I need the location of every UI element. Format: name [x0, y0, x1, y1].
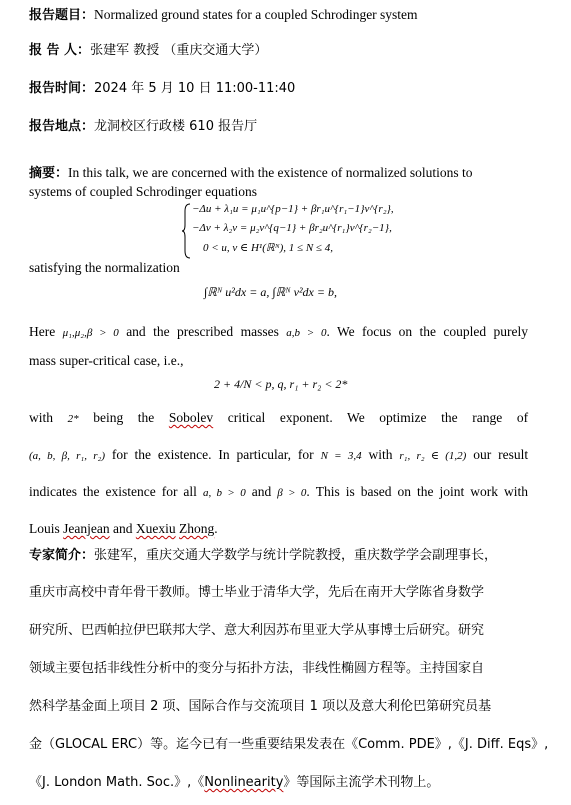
with-word-12: of — [516, 410, 529, 425]
joint-and: and — [113, 521, 133, 536]
bio-line-7 — [29, 775, 439, 791]
here-math-2: a,b > 0 — [286, 327, 327, 339]
range-math-2: N = 3,4 — [320, 450, 362, 462]
with-word-1: with — [29, 410, 54, 425]
indicates-math-1: a, b > 0 — [202, 487, 246, 499]
with-word-3: being — [93, 410, 124, 425]
with-word-11: range — [472, 410, 503, 425]
with-word-7: exponent. — [279, 410, 333, 425]
author-jeanjean: Jeanjean — [63, 521, 110, 536]
range-mid-1: for the existence. In particular, for — [111, 447, 314, 462]
place-label: 报告地点： — [29, 119, 95, 134]
abstract-line-1 — [29, 165, 473, 182]
author-louis: Louis — [29, 521, 60, 536]
bio-nonlinearity: Nonlinearity — [204, 775, 284, 790]
with-word-9: optimize — [379, 410, 427, 425]
bio-label: 专家简介： — [29, 548, 95, 563]
bio-text-3: 研究所、巴西帕拉伊巴联邦大学、意大利因苏布里亚大学从事博士后研究。研究 — [29, 623, 485, 638]
system-equation-1: −Δu + λ₁u = μ₁u^{p−1} + βr₁u^{r₁−1}v^{r₂}, — [192, 203, 394, 215]
indicates-and: and — [251, 484, 272, 499]
time-row — [29, 81, 295, 97]
with-word-10: the — [441, 410, 458, 425]
abstract-text-2: systems of coupled Schrodinger equations — [29, 184, 257, 199]
range-suffix: our result — [473, 447, 529, 462]
with-word-4: the — [137, 410, 155, 425]
indicates-line — [29, 484, 528, 501]
normalization-equation: ∫ℝᴺ u²dx = a, ∫ℝᴺ v²dx = b, — [204, 285, 337, 299]
talk-title-value: Normalized ground states for a coupled Schrodinger system — [94, 7, 418, 22]
condition-equation: 2 + 4/N < p, q, r₁ + r₂ < 2* — [214, 377, 348, 391]
left-brace-icon — [181, 203, 191, 259]
bio-text-7c: 》等国际主流学术刊物上。 — [283, 775, 440, 790]
time-value: 2024 年 5 月 10 日 11:00-11:40 — [94, 81, 296, 96]
talk-title-label: 报告题目： — [29, 8, 95, 23]
range-math-1: (a, b, β, r₁, r₂) — [29, 450, 106, 462]
here-math-1: μ₁,μ₂,β > 0 — [62, 327, 119, 339]
bio-text-5: 然科学基金面上项目 2 项、国际合作与交流项目 1 项以及意大利伦巴第研究员基 — [29, 699, 492, 714]
range-math-3: r₁, r₂ ∈ (1,2) — [399, 450, 467, 462]
here-line — [29, 324, 528, 341]
talk-title-row — [29, 7, 418, 24]
with-word-6: critical — [227, 410, 266, 425]
here-mid: and the prescribed masses — [126, 324, 279, 339]
place-row — [29, 119, 257, 135]
speaker-value: 张建军 教授 （重庆交通大学） — [90, 43, 268, 58]
here-prefix: Here — [29, 324, 56, 339]
bio-line-1 — [29, 548, 497, 564]
author-zhong: Zhong — [179, 521, 215, 536]
abstract-text-1: In this talk, we are concerned with the existence of normalized solutions to — [68, 165, 473, 180]
speaker-row — [29, 43, 267, 59]
with-line — [29, 410, 528, 427]
joint-work-line — [29, 521, 218, 537]
indicates-suffix: . This is based on the joint work with — [306, 484, 528, 499]
author-xuexiu: Xuexiu — [135, 521, 176, 536]
system-equation-2: −Δv + λ₂v = μ₂v^{q−1} + βr₂u^{r₁}v^{r₂−1}, — [192, 222, 392, 234]
place-value: 龙洞校区行政楼 610 报告厅 — [94, 119, 258, 134]
range-line — [29, 447, 528, 464]
indicates-math-2: β > 0 — [277, 487, 307, 499]
with-word-sobolev: Sobolev — [168, 410, 214, 425]
bio-text-6: 金（GLOCAL ERC）等。迄今已有一些重要结果发表在《Comm. PDE》,《J. Diff. Eqs》, — [29, 737, 549, 752]
bio-text-2: 重庆市高校中青年骨干教师。博士毕业于清华大学，先后在南开大学陈省身数学 — [29, 585, 485, 600]
here-suffix: . We focus on the coupled purely — [326, 324, 529, 339]
with-word-2: 2* — [67, 413, 79, 425]
joint-end: . — [214, 521, 218, 536]
time-label: 报告时间： — [29, 81, 95, 96]
indicates-prefix: indicates the existence for all — [29, 484, 197, 499]
bio-text-4: 领域主要包括非线性分析中的变分与拓扑方法，非线性椭圆方程等。主持国家自 — [29, 661, 485, 676]
bio-text-1: 张建军，重庆交通大学数学与统计学院教授，重庆数学学会副理事长， — [94, 548, 498, 563]
satisfying-text: satisfying the normalization — [29, 260, 180, 275]
bio-text-7a: 《J. London Math. Soc.》,《 — [29, 775, 205, 790]
abstract-label: 摘要： — [29, 166, 69, 181]
with-word-8: We — [347, 410, 365, 425]
system-equation-3: 0 < u, v ∈ H¹(ℝᴺ), 1 ≤ N ≤ 4, — [203, 242, 333, 254]
speaker-label: 报 告 人： — [29, 43, 91, 58]
mass-line: mass super-critical case, i.e., — [29, 353, 184, 368]
range-mid-2: with — [368, 447, 393, 462]
